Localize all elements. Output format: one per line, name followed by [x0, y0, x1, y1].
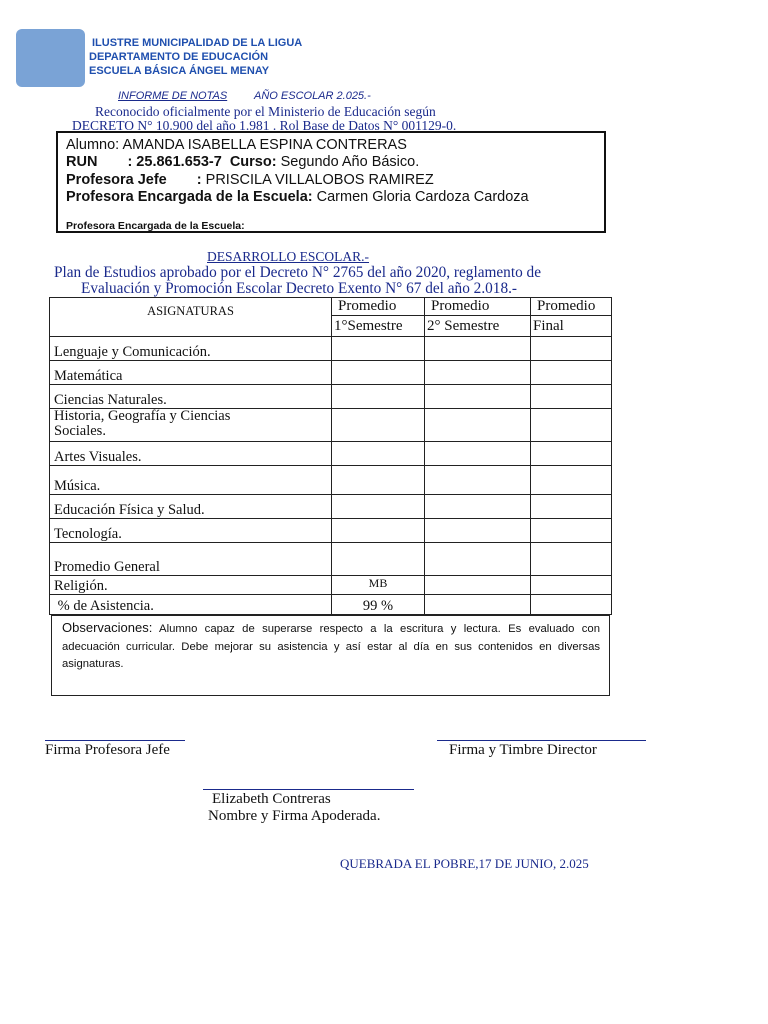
- table-row: [50, 409, 612, 442]
- sem2-cell: [425, 595, 531, 615]
- subject-cell: Ciencias Naturales.: [50, 385, 332, 409]
- header-final-line2: Final: [531, 315, 611, 335]
- final-cell: [531, 466, 612, 495]
- final-cell: [531, 519, 612, 543]
- plan-line-2: Evaluación y Promoción Escolar Decreto Exento N° 67 del año 2.018.-: [81, 280, 518, 297]
- apoderada-name: Elizabeth Contreras: [212, 791, 331, 807]
- grades-table: [49, 297, 612, 615]
- recognition-line-2: DECRETO N° 10.900 del año 1.981 . Rol Base de Datos N° 001129-0.: [72, 118, 457, 133]
- observations-label: Observaciones:: [62, 620, 153, 635]
- final-cell: [531, 595, 612, 615]
- sem2-cell: [425, 409, 531, 442]
- table-row: [50, 576, 612, 595]
- sem2-cell: [425, 519, 531, 543]
- student-info-box: [56, 131, 606, 233]
- signature-line-director: [437, 740, 646, 741]
- table-row: [50, 543, 612, 576]
- recognition-line-1: Reconocido oficialmente por el Ministerio de Educación según: [95, 104, 436, 119]
- table-row: [50, 361, 612, 385]
- sem1-cell: [332, 361, 425, 385]
- final-cell: [531, 576, 612, 595]
- subject-cell: Religión.: [50, 576, 332, 595]
- table-header-row: [50, 298, 612, 337]
- school-logo: [16, 29, 85, 87]
- signature-label-director: Firma y Timbre Director: [449, 742, 597, 758]
- header-asignaturas: ASIGNATURAS: [50, 298, 332, 337]
- student-name-line: [66, 137, 407, 153]
- table-row: [50, 495, 612, 519]
- jefe-separator: :: [196, 172, 202, 188]
- observations-text: Alumno capaz de superarse respecto a la escritura y lectura. Es evaluado con adecuación curricular. Debe mejorar su asistencia y así estar al día en sus contenidos en diversas asignaturas.: [62, 623, 600, 670]
- subject-cell: Tecnología.: [50, 519, 332, 543]
- jefe-label: Profesora Jefe: [66, 172, 167, 188]
- sem2-cell: [425, 495, 531, 519]
- table-row: [50, 466, 612, 495]
- teacher-line: [66, 172, 434, 188]
- institution-line-3: ESCUELA BÁSICA ÁNGEL MENAY: [89, 65, 270, 77]
- sem1-cell: MB: [332, 576, 425, 595]
- subject-cell: Artes Visuales.: [50, 442, 332, 466]
- principal-line: [66, 189, 529, 205]
- sem1-cell: [332, 337, 425, 361]
- encargada-label: Profesora Encargada de la Escuela:: [66, 189, 313, 205]
- signature-label-jefe: Firma Profesora Jefe: [45, 742, 170, 758]
- curso-label: Curso:: [229, 154, 277, 170]
- header-sem1-line1: Promedio: [338, 298, 397, 314]
- jefe-name: PRISCILA VILLALOBOS RAMIREZ: [205, 172, 434, 188]
- institution-line-2: DEPARTAMENTO DE EDUCACIÓN: [89, 51, 269, 63]
- sem1-cell: [332, 385, 425, 409]
- place-date: QUEBRADA EL POBRE,17 DE JUNIO, 2.025: [340, 856, 589, 871]
- header-final-line1: Promedio: [537, 298, 596, 314]
- header-sem2: [425, 298, 531, 337]
- subject-cell: Música.: [50, 466, 332, 495]
- final-cell: [531, 361, 612, 385]
- signature-line-jefe: [45, 740, 185, 741]
- final-cell: [531, 385, 612, 409]
- sem2-cell: [425, 576, 531, 595]
- sem1-cell: [332, 543, 425, 576]
- student-name: AMANDA ISABELLA ESPINA CONTRERAS: [122, 137, 407, 153]
- subject-cell: % de Asistencia.: [50, 595, 332, 615]
- table-row: [50, 519, 612, 543]
- table-row: [50, 337, 612, 361]
- signature-line-apoderada: [203, 789, 414, 790]
- plan-line-1: Plan de Estudios aprobado por el Decreto N° 2765 del año 2020, reglamento de: [54, 264, 541, 281]
- sem1-cell: [332, 442, 425, 466]
- sem1-cell: 99 %: [332, 595, 425, 615]
- sem2-cell: [425, 361, 531, 385]
- sem1-cell: [332, 519, 425, 543]
- table-row: [50, 385, 612, 409]
- final-cell: [531, 543, 612, 576]
- final-cell: [531, 442, 612, 466]
- table-row: [50, 595, 612, 615]
- sem1-cell: [332, 409, 425, 442]
- encargada-name: Carmen Gloria Cardoza Cardoza: [316, 189, 529, 205]
- final-cell: [531, 337, 612, 361]
- subject-cell: Lenguaje y Comunicación.: [50, 337, 332, 361]
- sem2-cell: [425, 466, 531, 495]
- sem1-cell: [332, 466, 425, 495]
- run-value: : 25.861.653-7: [127, 154, 222, 170]
- run-label: RUN: [66, 154, 98, 170]
- sem2-cell: [425, 442, 531, 466]
- header-final: [531, 298, 612, 337]
- sem2-cell: [425, 385, 531, 409]
- header-sem1: [332, 298, 425, 337]
- apoderada-label: Nombre y Firma Apoderada.: [208, 808, 381, 824]
- subject-cell: Educación Física y Salud.: [50, 495, 332, 519]
- header-sem1-line2: 1°Semestre: [332, 315, 424, 335]
- sem2-cell: [425, 337, 531, 361]
- table-row: [50, 442, 612, 466]
- school-year: AÑO ESCOLAR 2.025.-: [254, 90, 371, 102]
- subject-cell: Matemática: [50, 361, 332, 385]
- subject-cell: Historia, Geografía y Ciencias Sociales.: [50, 409, 332, 442]
- encargada-small-label: Profesora Encargada de la Escuela:: [66, 220, 245, 232]
- sem2-cell: [425, 543, 531, 576]
- subject-cell: Promedio General: [50, 543, 332, 576]
- final-cell: [531, 495, 612, 519]
- alumno-label: Alumno:: [66, 137, 120, 153]
- run-course-line: [66, 154, 419, 170]
- sem1-cell: [332, 495, 425, 519]
- report-title: INFORME DE NOTAS: [118, 90, 228, 102]
- curso-value: Segundo Año Básico.: [280, 154, 420, 170]
- observations-box: [51, 615, 610, 696]
- header-sem2-line1: Promedio: [431, 298, 490, 314]
- institution-line-1: ILUSTRE MUNICIPALIDAD DE LA LIGUA: [92, 37, 303, 49]
- final-cell: [531, 409, 612, 442]
- header-sem2-line2: 2° Semestre: [425, 315, 530, 335]
- development-title: DESARROLLO ESCOLAR.-: [207, 249, 370, 264]
